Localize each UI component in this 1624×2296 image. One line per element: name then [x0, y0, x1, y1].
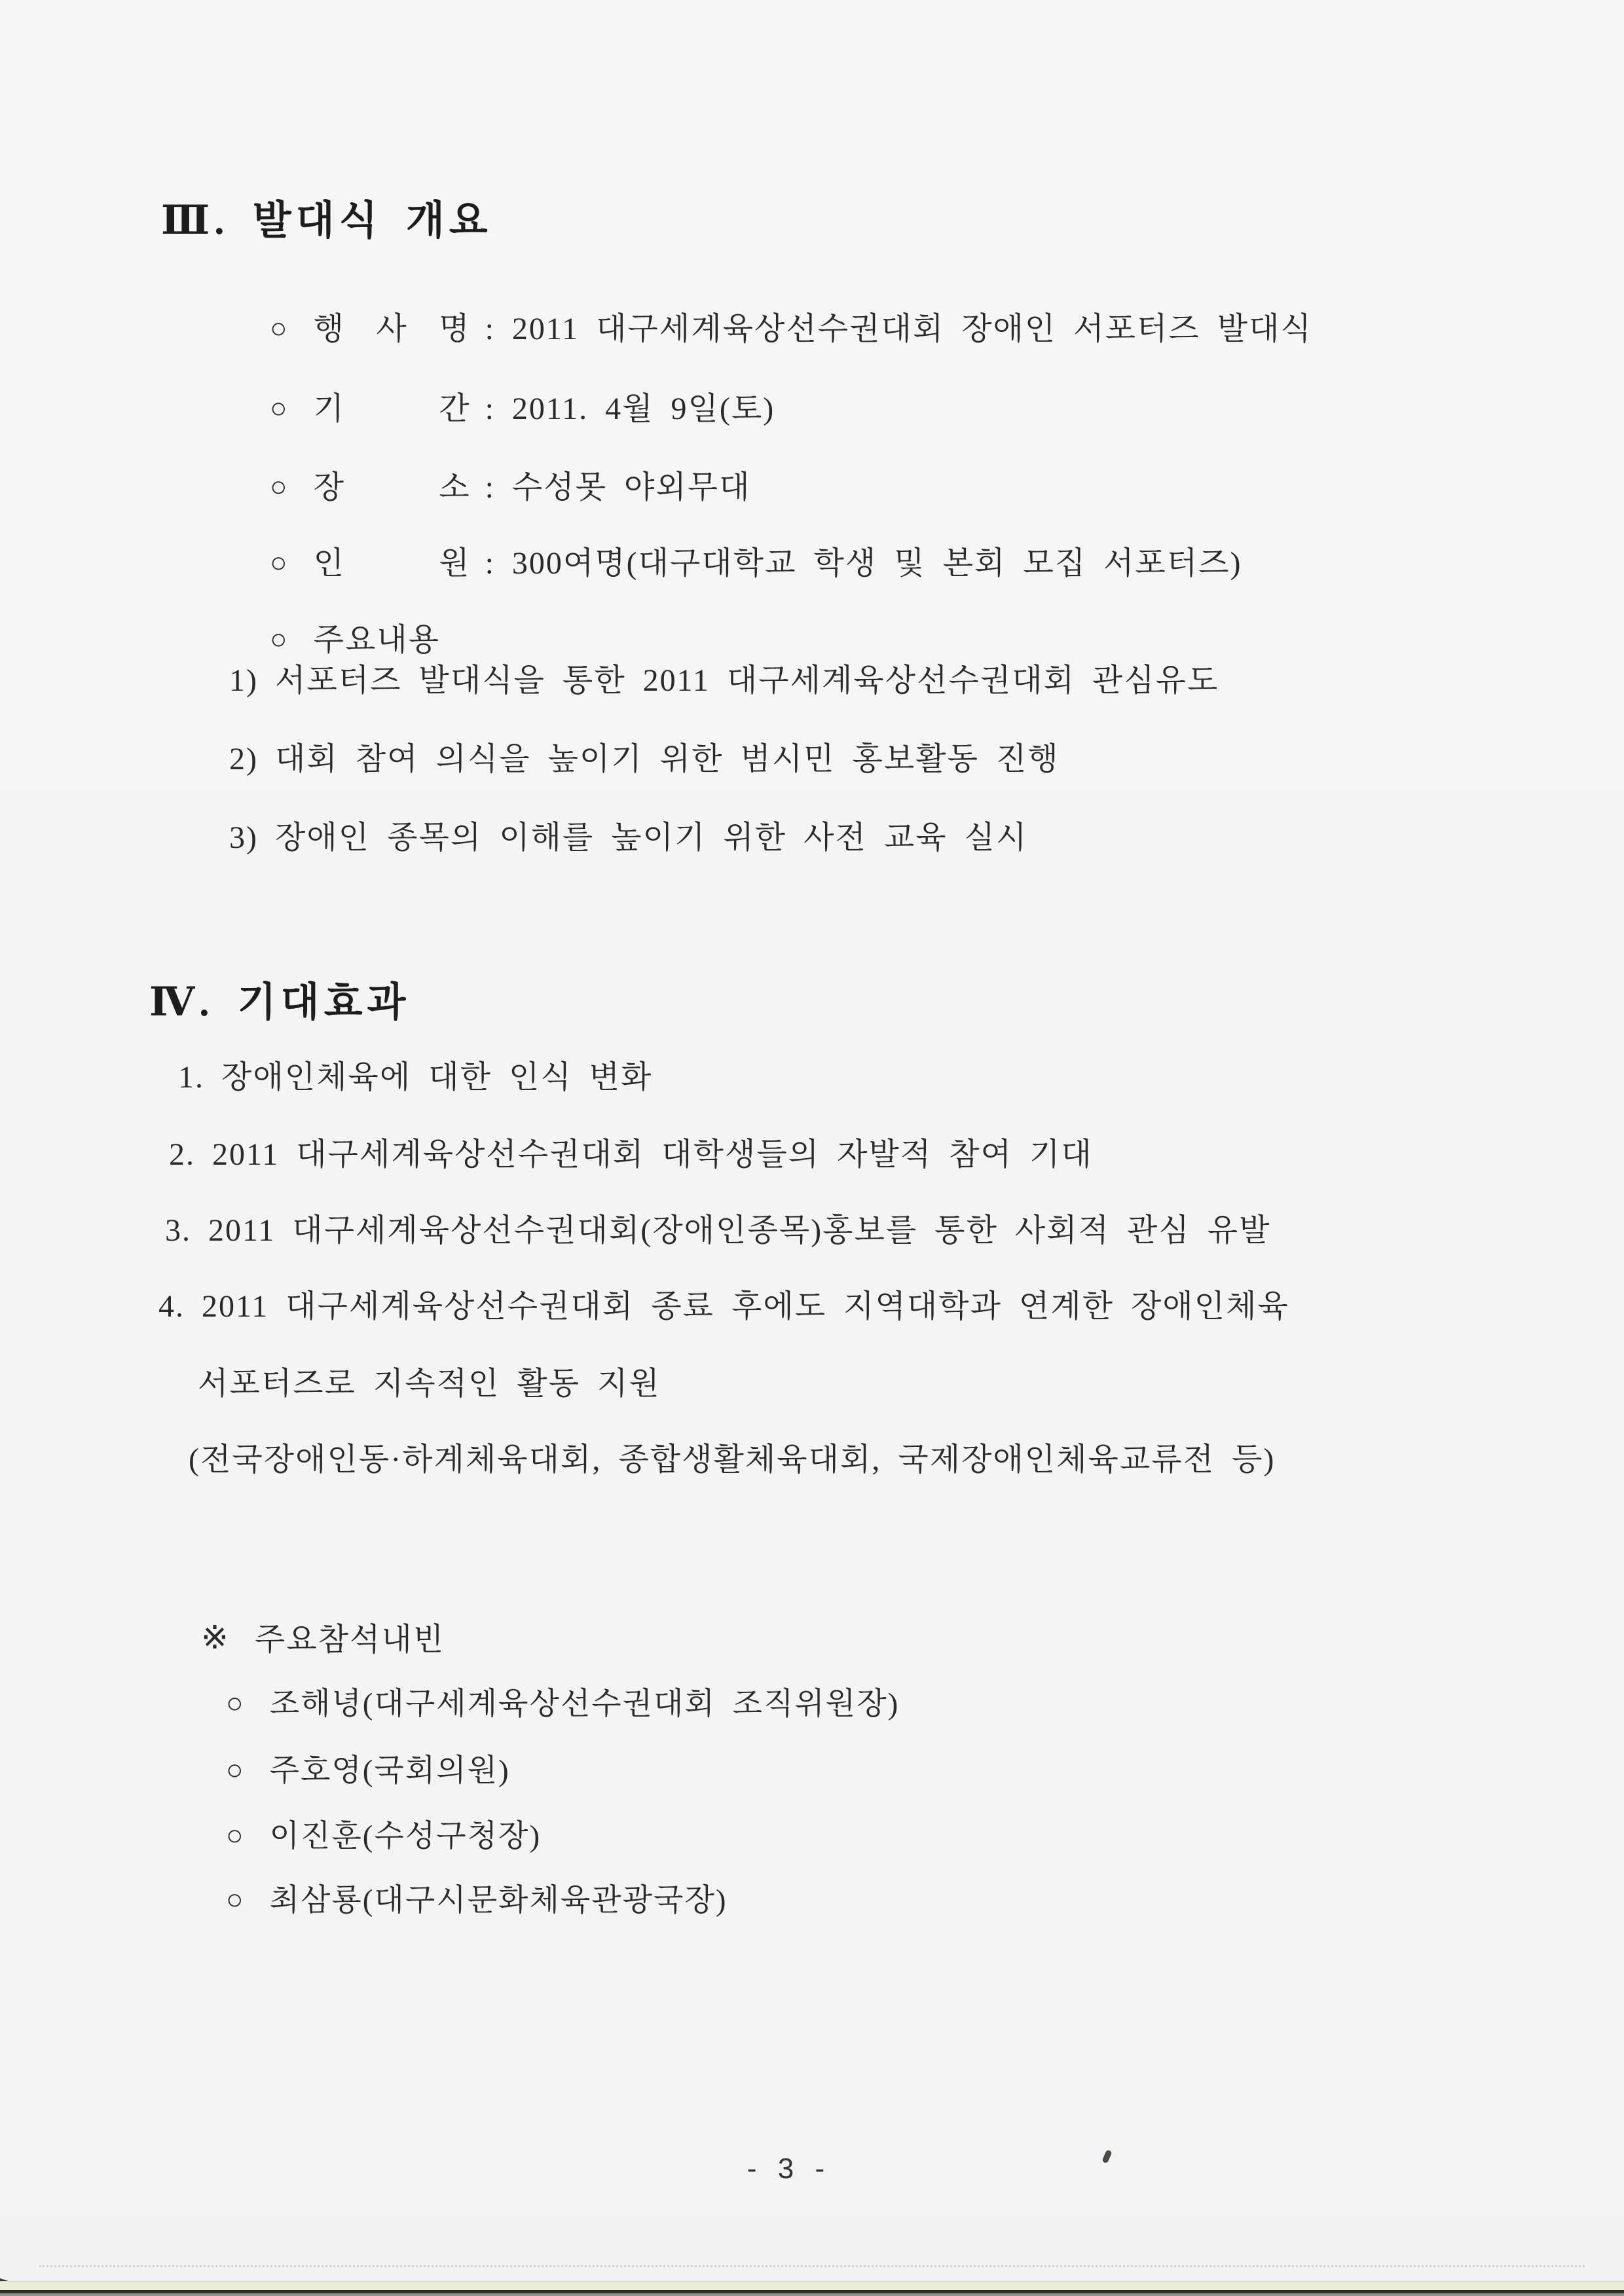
effect-item-4: 4. 2011 대구세계육상선수권대회 종료 후에도 지역대학과 연계한 장애인체육 [158, 1289, 1289, 1324]
effect-item-1: 1. 장애인체육에 대한 인식 변화 [178, 1060, 653, 1095]
field-label: 기 간 [313, 392, 471, 427]
effect-item-2: 2. 2011 대구세계육상선수권대회 대학생들의 자발적 참여 기대 [169, 1137, 1093, 1172]
field-separator: : [485, 546, 495, 581]
field-separator: : [485, 470, 495, 505]
section-iv-heading: Ⅳ. 기대효과 [149, 981, 411, 1025]
detail-item-2: 2) 대회 참여 의식을 높이기 위한 범시민 홍보활동 진행 [229, 742, 1060, 776]
circle-bullet-icon: ○ [226, 1884, 245, 1916]
guests-heading-label: 주요참석내빈 [254, 1622, 445, 1658]
circle-bullet-icon: ○ [270, 312, 289, 345]
circle-bullet-icon: ○ [226, 1754, 245, 1787]
circle-bullet-icon: ○ [270, 392, 289, 425]
guest-name: 최삼룡(대구시문화체육관광국장) [269, 1884, 728, 1918]
detail-item-1: 1) 서포터즈 발대식을 통한 2011 대구세계육상선수권대회 관심유도 [229, 663, 1219, 698]
section-iii-heading: Ⅲ. 발대식 개요 [161, 199, 492, 243]
field-value: 수성못 야외무대 [511, 470, 751, 505]
field-label: 인 원 [313, 546, 471, 581]
field-label: 장 소 [313, 470, 471, 505]
field-separator: : [485, 392, 495, 427]
circle-bullet-icon: ○ [226, 1687, 245, 1720]
scan-speck [1101, 2149, 1112, 2164]
field-label: 행 사 명 [313, 312, 471, 347]
guest-name: 이진훈(수성구청장) [269, 1819, 542, 1854]
circle-bullet-icon: ○ [270, 623, 289, 656]
circle-bullet-icon: ○ [226, 1819, 245, 1852]
field-value: 2011. 4월 9일(토) [511, 392, 775, 427]
field-label: 주요내용 [313, 623, 441, 658]
scan-edge-background [0, 2293, 1624, 2296]
effect-item-3: 3. 2011 대구세계육상선수권대회(장애인종목)홍보를 통한 사회적 관심 유발 [165, 1213, 1271, 1248]
detail-item-3: 3) 장애인 종목의 이해를 높이기 위한 사전 교육 실시 [229, 820, 1028, 855]
scan-dust-line [39, 2265, 1585, 2267]
page-number: - 3 - [747, 2153, 832, 2185]
reference-mark-icon: ※ [201, 1619, 230, 1656]
guest-name: 주호영(국회의원) [269, 1754, 510, 1789]
circle-bullet-icon: ○ [270, 471, 289, 503]
field-value: 300여명(대구대학교 학생 및 본회 모집 서포터즈) [511, 546, 1242, 581]
guest-name: 조해녕(대구세계육상선수권대회 조직위원장) [269, 1687, 900, 1722]
circle-bullet-icon: ○ [270, 547, 289, 579]
guest-item-4 [158, 1848, 728, 1954]
effect-item-4-note: (전국장애인동·하계체육대회, 종합생활체육대회, 국제장애인체육교류전 등) [189, 1442, 1276, 1477]
effect-item-4-continuation: 서포터즈로 지속적인 활동 지원 [198, 1366, 661, 1401]
field-separator: : [485, 312, 495, 347]
field-value: 2011 대구세계육상선수권대회 장애인 서포터즈 발대식 [511, 312, 1312, 347]
